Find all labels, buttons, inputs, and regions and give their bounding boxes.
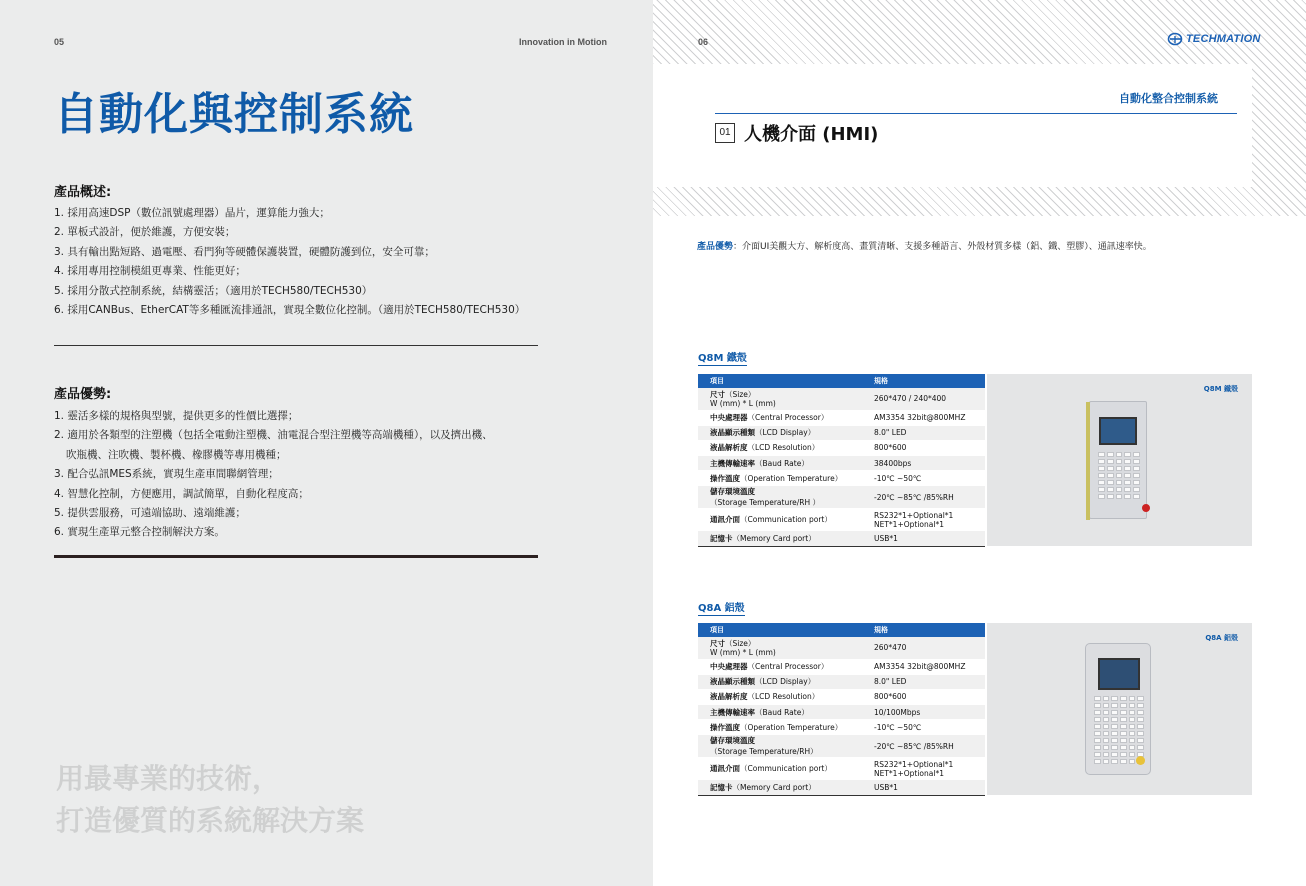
spec-label: 主機傳輸速率（Baud Rate）	[698, 705, 862, 720]
spec-value: -10℃ ~50℃	[862, 471, 985, 486]
logo-icon	[1167, 32, 1183, 46]
page-title: 自動化與控制系統	[54, 89, 414, 140]
spec-table-q8m	[698, 374, 985, 547]
table-row	[698, 780, 985, 795]
table-row	[698, 486, 985, 509]
spec-label: 中央處理器（Central Processor）	[698, 410, 862, 425]
list-item: 3. 配合弘訊MES系統，實現生產車間聯網管理；	[54, 468, 279, 481]
spec-value: RS232*1+Optional*1 NET*1+Optional*1	[862, 758, 985, 780]
model-title-q8a: Q8A 鋁殼	[698, 599, 745, 616]
spec-label: 儲存環境溫度（Storage Temperature/RH）	[698, 735, 862, 758]
list-item: 6. 實現生產單元整合控制解決方案。	[54, 526, 225, 539]
divider	[54, 345, 538, 346]
list-item: 4. 智慧化控制，方便應用，調試簡單，自動化程度高；	[54, 487, 309, 500]
slogan-line: 用最專業的技術，	[56, 762, 281, 795]
spec-value: 800*600	[862, 689, 985, 704]
table-row	[698, 440, 985, 455]
overview-list	[54, 204, 614, 320]
hmi-title: 人機介面 (HMI)	[744, 124, 879, 145]
spec-value: RS232*1+Optional*1 NET*1+Optional*1	[862, 509, 985, 531]
spec-value: USB*1	[862, 780, 985, 795]
table-row	[698, 531, 985, 546]
list-item: 5. 提供雲服務，可遠端協助、遠端維護；	[54, 507, 246, 520]
section-title: 自動化整合控制系統	[1119, 92, 1218, 105]
spec-value: 8.0" LED	[862, 425, 985, 440]
section-number: 01	[715, 123, 735, 143]
spec-label: 液晶顯示種類（LCD Display）	[698, 674, 862, 689]
column-header: 項目	[698, 623, 862, 637]
spec-table-q8a	[698, 623, 985, 796]
spec-value: 10/100Mbps	[862, 705, 985, 720]
table-row	[698, 388, 985, 410]
list-item: 5. 採用分散式控制系統，結構靈活；（適用於TECH580/TECH530）	[54, 284, 373, 297]
device-side-edge	[1086, 402, 1090, 520]
list-item: 吹瓶機、注吹機、製杯機、橡膠機等專用機種；	[66, 448, 287, 461]
table-row	[698, 705, 985, 720]
overview-heading: 產品概述:	[54, 185, 112, 200]
spec-value: -20℃ ~85℃ /85%RH	[862, 735, 985, 758]
spec-label: 記憶卡（Memory Card port）	[698, 780, 862, 795]
list-item: 6. 採用CANBus、EtherCAT等多種匯流排通訊，實現全數位化控制。（適用於TECH580/TECH530）	[54, 304, 526, 317]
hmi-header-box	[653, 64, 1252, 187]
right-page	[653, 0, 1306, 886]
logo-text: TECHMATION	[1186, 33, 1261, 45]
list-item: 3. 具有輸出點短路、過電壓、看門狗等硬體保護裝置，硬體防護到位，安全可靠；	[54, 245, 435, 258]
hmi-device-image	[1089, 401, 1147, 519]
list-item: 2. 適用於各類型的注塑機（包括全電動注塑機、油電混合型注塑機等高端機種），以及擠出機、	[54, 429, 493, 442]
spec-label: 液晶顯示種類（LCD Display）	[698, 425, 862, 440]
spec-label: 尺寸（Size） W (mm) * L (mm)	[698, 388, 862, 410]
spec-label: 操作溫度（Operation Temperature）	[698, 720, 862, 735]
spec-label: 操作溫度（Operation Temperature）	[698, 471, 862, 486]
table-row	[698, 674, 985, 689]
spec-label: 通訊介面（Communication port）	[698, 758, 862, 780]
table-row	[698, 456, 985, 471]
list-item: 4. 採用專用控制模組更專業、性能更好；	[54, 265, 246, 278]
page-number-right: 06	[698, 37, 709, 47]
column-header: 項目	[698, 374, 862, 388]
spec-value: 260*470	[862, 637, 985, 659]
table-row	[698, 735, 985, 758]
list-item: 1. 靈活多樣的規格與型號，提供更多的性價比選擇；	[54, 410, 299, 422]
spec-value: AM3354 32bit@800MHZ	[862, 659, 985, 674]
divider	[54, 555, 538, 558]
column-header: 規格	[862, 623, 985, 637]
spec-label: 液晶解析度（LCD Resolution）	[698, 440, 862, 455]
photo-label: Q8M 鐵殼	[1203, 385, 1238, 393]
spec-value: AM3354 32bit@800MHZ	[862, 410, 985, 425]
column-header: 規格	[862, 374, 985, 388]
slogan	[56, 758, 364, 842]
photo-label: Q8A 鋁殼	[1205, 634, 1238, 642]
table-row	[698, 758, 985, 780]
spec-label: 記憶卡（Memory Card port）	[698, 531, 862, 546]
spec-label: 儲存環境溫度（Storage Temperature/RH ）	[698, 486, 862, 509]
table-row	[698, 659, 985, 674]
list-item: 2. 單板式設計，便於維護，方便安裝；	[54, 226, 236, 239]
divider	[715, 113, 1237, 114]
spec-label: 尺寸（Size） W (mm) * L (mm)	[698, 637, 862, 659]
table-row	[698, 637, 985, 659]
advantage-label: 產品優勢	[697, 242, 734, 252]
tagline: Innovation in Motion	[519, 37, 607, 47]
spec-value: -10℃ ~50℃	[862, 720, 985, 735]
product-photo-q8a	[987, 623, 1252, 795]
emergency-stop-image	[1142, 504, 1150, 512]
spec-label: 通訊介面（Communication port）	[698, 509, 862, 531]
advantages-heading: 產品優勢:	[54, 387, 112, 402]
page-number-left: 05	[54, 37, 65, 47]
hmi-device-image	[1085, 643, 1151, 775]
product-advantage	[697, 239, 1152, 252]
keypad-image	[1094, 696, 1144, 764]
table-header	[698, 623, 985, 637]
table-row	[698, 471, 985, 486]
advantages-list	[54, 407, 614, 543]
list-item: 1. 採用高速DSP（數位訊號處理器）晶片，運算能力強大；	[54, 207, 330, 219]
screen-image	[1098, 658, 1140, 690]
spec-value: 260*470 / 240*400	[862, 388, 985, 410]
product-photo-q8m	[987, 374, 1252, 546]
spec-label: 液晶解析度（LCD Resolution）	[698, 689, 862, 704]
spec-label: 中央處理器（Central Processor）	[698, 659, 862, 674]
keypad-image	[1098, 452, 1140, 499]
slogan-line: 打造優質的系統解決方案	[56, 804, 365, 837]
table-row	[698, 410, 985, 425]
spec-value: 800*600	[862, 440, 985, 455]
spec-value: -20℃ ~85℃ /85%RH	[862, 486, 985, 509]
table-row	[698, 425, 985, 440]
emergency-stop-image	[1136, 756, 1145, 765]
spec-value: 38400bps	[862, 456, 985, 471]
table-header	[698, 374, 985, 388]
spec-label: 主機傳輸速率（Baud Rate）	[698, 456, 862, 471]
table-row	[698, 509, 985, 531]
model-title-q8m: Q8M 鐵殼	[698, 349, 747, 366]
advantage-text: ：介面UI美觀大方、解析度高、畫質清晰、支援多種語言、外殼材質多樣（鋁、鐵、塑膠）、通訊速率快。	[733, 242, 1152, 252]
screen-image	[1099, 417, 1137, 445]
table-row	[698, 689, 985, 704]
table-row	[698, 720, 985, 735]
spec-value: 8.0" LED	[862, 674, 985, 689]
techmation-logo	[1167, 32, 1261, 46]
spec-value: USB*1	[862, 531, 985, 546]
